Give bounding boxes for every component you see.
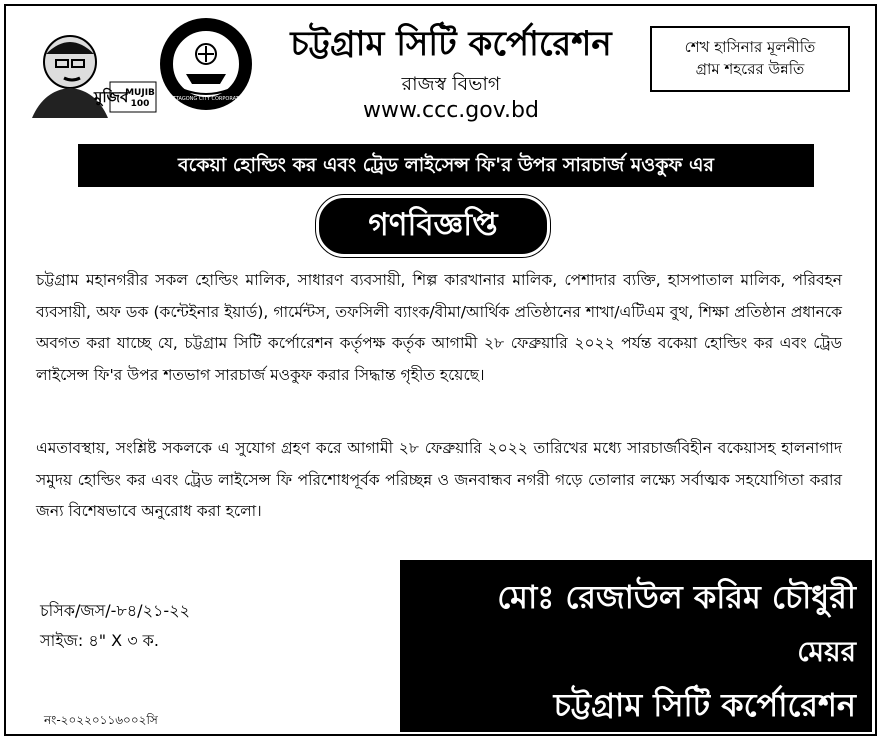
notice-title: গণবিজ্ঞপ্তি	[316, 195, 550, 257]
memo-number: চসিক/জস/-৮৪/২১-২২	[40, 601, 190, 620]
slogan-line-2: গ্রাম শহরের উন্নতি	[695, 60, 805, 78]
slogan-line-1: শেখ হাসিনার মূলনীতি	[684, 38, 816, 56]
headline-banner: বকেয়া হোল্ডিং কর এবং ট্রেড লাইসেন্স ফি'র উপর সারচার্জ মওকুফ এর	[78, 144, 814, 187]
mujib-portrait-image	[24, 24, 160, 118]
header-title: চট্টগ্রাম সিটি কর্পোরেশন	[290, 24, 612, 64]
footer-id: নং-২০২২০১১৬০০২সি	[44, 713, 158, 727]
slogan-box	[650, 26, 850, 92]
department-label: রাজস্ব বিভাগ	[401, 73, 501, 95]
portrait-badge: MUJIB 100	[125, 88, 155, 109]
city-corporation-logo	[158, 16, 254, 112]
logo-text: CHITTAGONG CITY CORPORATION	[164, 96, 248, 102]
body-paragraph-2: এমতাবস্থায়, সংশ্লিষ্ট সকলকে এ সুযোগ গ্রহণ করে আগামী ২৮ ফেব্রুয়ারি ২০২২ তারিখের মধ্যে সারচার্জবিহীন বকেয়াসহ হালনাগাদ সমুদয় হোল্ডিং কর এবং ট্রেড লাইসেন্স ফি পরিশোধপূর্বক পরিচ্ছন্ন ও জনবান্ধব নগরী গড়ে তোলার লক্ষ্যে সর্বাত্মক সহযোগিতা করার জন্য বিশেষভাবে অনুরোধ করা হলো।	[36, 439, 842, 520]
body-paragraph-1: চট্টগ্রাম মহানগরীর সকল হোল্ডিং মালিক, সাধারণ ব্যবসায়ী, শিল্প কারখানার মালিক, পেশাদার ব্যক্তি, হাসপাতাল মালিক, পরিবহন ব্যবসায়ী, অফ ডক (কন্টেইনার ইয়ার্ড), গার্মেন্টস, তফসিলী ব্যাংক/বীমা/আর্থিক প্রতিষ্ঠানের শাখা/এটিএম বুথ, শিক্ষা প্রতিষ্ঠান প্রধানকে অবগত করা যাচ্ছে যে, চট্টগ্রাম সিটি কর্পোরেশন কর্তৃপক্ষ কর্তৃক আগামী ২৮ ফেব্রুয়ারি ২০২২ পর্যন্ত বকেয়া হোল্ডিং কর এবং ট্রেড লাইসেন্স ফি'র উপর শতভাগ সারচার্জ মওকুফ করার সিদ্ধান্ত গৃহীত হয়েছে।	[36, 271, 842, 384]
signatory-title: মেয়র	[797, 635, 856, 668]
ad-size: সাইজ: ৪" X ৩ ক.	[40, 631, 159, 650]
reference-block	[40, 596, 190, 656]
signatory-organization: চট্টগ্রাম সিটি কর্পোরেশন	[553, 686, 856, 724]
signatory-name: মোঃ রেজাউল করিম চৌধুরী	[497, 578, 856, 616]
portrait-caption: মুজিব	[94, 88, 129, 106]
website-link[interactable]: www.ccc.gov.bd	[363, 98, 539, 123]
